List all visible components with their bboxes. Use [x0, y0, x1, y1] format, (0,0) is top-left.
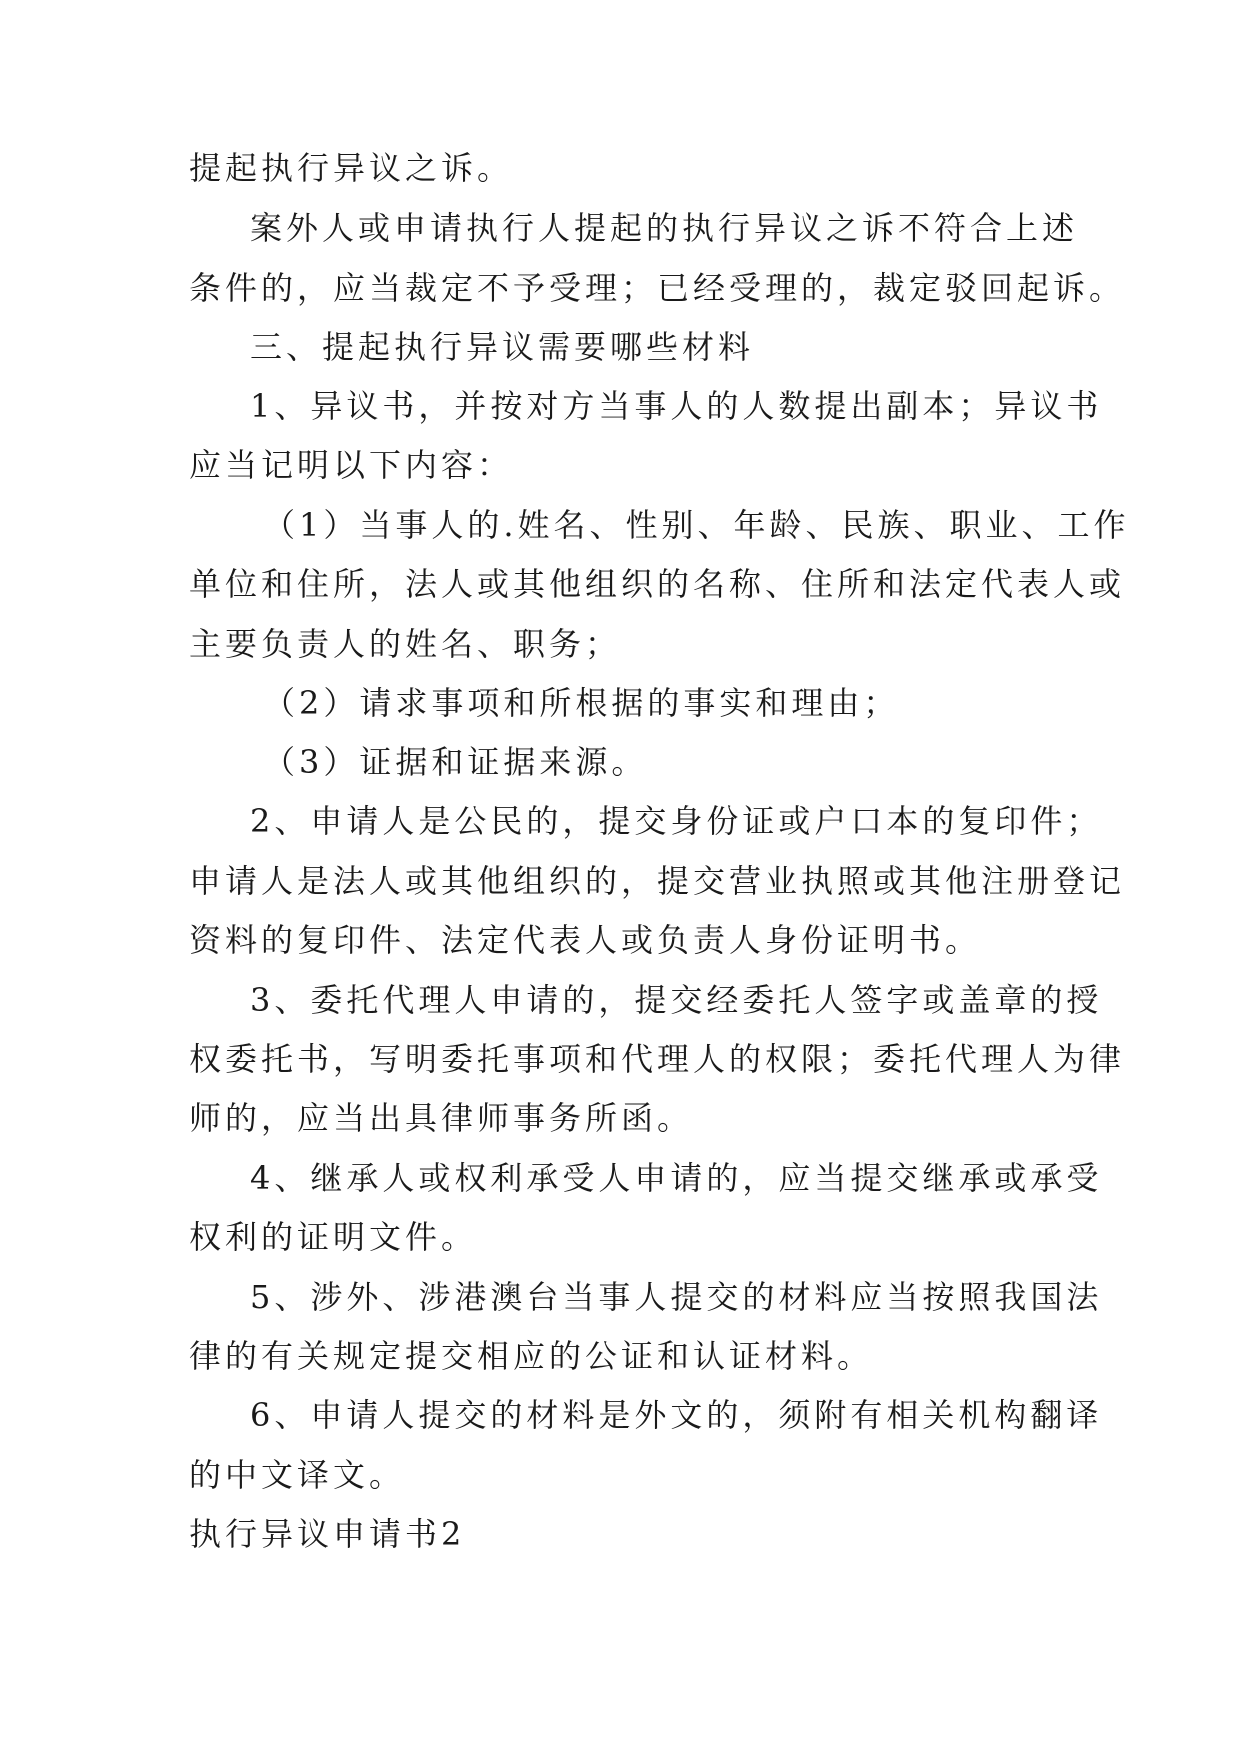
paragraph-line: 权委托书，写明委托事项和代理人的权限；委托代理人为律 — [189, 1040, 1126, 1078]
paragraph-line: 师的，应当出具律师事务所函。 — [189, 1099, 694, 1137]
paragraph-line: 应当记明以下内容： — [189, 446, 514, 484]
sub-list-item: （3）证据和证据来源。 — [263, 743, 648, 781]
list-item: 4、继承人或权利承受人申请的，应当提交继承或承受 — [250, 1159, 1103, 1197]
sub-list-item: （2）请求事项和所根据的事实和理由； — [263, 684, 900, 722]
list-item: 1、异议书，并按对方当事人的人数提出副本；异议书 — [250, 387, 1103, 425]
section-heading: 三、提起执行异议需要哪些材料 — [250, 328, 755, 366]
document-title: 执行异议申请书2 — [189, 1515, 466, 1553]
list-item: 5、涉外、涉港澳台当事人提交的材料应当按照我国法 — [250, 1278, 1103, 1316]
paragraph-line: 权利的证明文件。 — [189, 1218, 478, 1256]
sub-list-item: （1）当事人的.姓名、性别、年龄、民族、职业、工作 — [263, 506, 1130, 544]
paragraph-line: 主要负责人的姓名、职务； — [189, 625, 622, 663]
paragraph-line: 条件的，应当裁定不予受理；已经受理的，裁定驳回起诉。 — [189, 269, 1126, 307]
list-item: 3、委托代理人申请的，提交经委托人签字或盖章的授 — [250, 981, 1103, 1019]
paragraph-line: 单位和住所，法人或其他组织的名称、住所和法定代表人或 — [189, 565, 1126, 603]
paragraph-line: 提起执行异议之诉。 — [189, 149, 514, 187]
paragraph-line: 申请人是法人或其他组织的，提交营业执照或其他注册登记 — [189, 862, 1126, 900]
list-item: 2、申请人是公民的，提交身份证或户口本的复印件； — [250, 802, 1103, 840]
paragraph-line: 案外人或申请执行人提起的执行异议之诉不符合上述 — [250, 209, 1079, 247]
paragraph-line: 资料的复印件、法定代表人或负责人身份证明书。 — [189, 921, 982, 959]
paragraph-line: 的中文译文。 — [189, 1456, 406, 1494]
list-item: 6、申请人提交的材料是外文的，须附有相关机构翻译 — [250, 1396, 1103, 1434]
paragraph-line: 律的有关规定提交相应的公证和认证材料。 — [189, 1337, 874, 1375]
